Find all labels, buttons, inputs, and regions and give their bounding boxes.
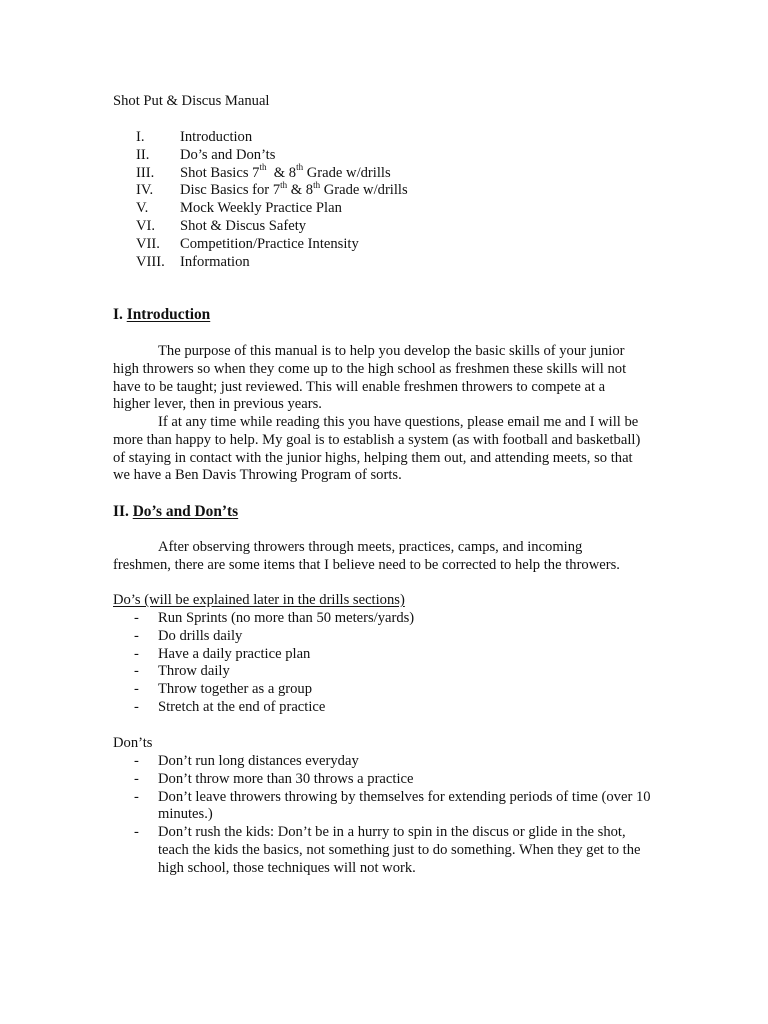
toc-number: IV. [136,182,154,199]
intro-paragraph: The purpose of this manual is to help you develop the basic skills of your junior high throwers so when they come up to the high school as freshmen these skills will not have to be taught; just reviewed. This will enable freshmen throwers to compete at a higher lever, then in previous years. [113,343,627,413]
bullet-dash: - [134,753,139,769]
bullet-dash: - [134,681,139,698]
toc-text: Shot Basics 7th & 8th Grade w/drills [180,161,391,181]
toc-item [136,179,408,200]
dos-heading: Do’s (will be explained later in the drills sections) [113,592,405,608]
donts-list [134,753,654,878]
toc-text: Competition/Practice Intensity [180,235,359,252]
list-item [134,753,654,771]
toc-item [136,254,408,272]
dos-donts-paragraph: After observing throwers through meets, practices, camps, and incoming freshmen, there are some items that I believe need to be corrected to help the throwers. [113,539,620,573]
toc-number: I. [136,129,145,145]
list-item-text: Throw daily [158,663,230,680]
toc-item [136,236,408,254]
toc-item [136,129,408,147]
list-item-text: Don’t run long distances everyday [158,753,359,769]
bullet-dash: - [134,770,139,787]
list-item [134,646,654,664]
bullet-dash: - [134,824,139,841]
list-item-text: Don’t throw more than 30 throws a practice [158,770,414,787]
bullet-dash: - [134,610,139,626]
document-title: Shot Put & Discus Manual [113,93,270,109]
list-item [134,699,654,717]
toc-text: Information [180,253,250,270]
section-title: Do’s and Don’ts [132,503,239,520]
toc-number: VIII. [136,253,165,270]
toc-number: VII. [136,235,160,252]
table-of-contents [136,129,408,271]
dos-list [134,610,654,717]
bullet-dash: - [134,698,139,715]
toc-number: II. [136,146,150,163]
toc-item [136,218,408,236]
list-item-text: Throw together as a group [158,681,312,698]
bullet-dash: - [134,788,139,805]
list-item-text: Don’t leave throwers throwing by themselves for extending periods of time (over 10 minutes.) [158,788,651,823]
toc-item [136,161,408,183]
section-heading-dos-donts [113,503,238,521]
donts-heading: Don’ts [113,735,153,751]
toc-number: V. [136,200,149,217]
section-title: Introduction [126,306,211,323]
toc-text: Introduction [180,129,253,145]
toc-text: Do’s and Don’ts [180,146,276,163]
list-item-text: Run Sprints (no more than 50 meters/yards) [158,610,415,626]
list-item [134,663,654,681]
toc-text: Mock Weekly Practice Plan [180,200,342,217]
list-item [134,610,654,628]
list-item-text: Have a daily practice plan [158,645,311,662]
section-heading-introduction [113,306,210,324]
list-item [134,771,654,789]
toc-item [136,200,408,218]
list-item [134,789,654,825]
toc-text: Disc Basics for 7th & 8th Grade w/drills [180,179,408,199]
toc-number: III. [136,164,155,181]
list-item [134,628,654,646]
bullet-dash: - [134,627,139,644]
toc-text: Shot & Discus Safety [180,217,307,234]
list-item-text: Don’t rush the kids: Don’t be in a hurry to spin in the discus or glide in the shot, teach the kids the basics, not something just to do something. When they get to the high school, those techniques will not work. [158,824,641,876]
list-item [134,681,654,699]
section-number: I. [113,306,123,323]
bullet-dash: - [134,663,139,680]
bullet-dash: - [134,645,139,662]
toc-number: VI. [136,217,156,234]
toc-item [136,147,408,165]
section-number: II. [113,503,129,520]
list-item [134,824,654,877]
intro-paragraph: If at any time while reading this you have questions, please email me and I will be more than happy to help. My goal is to establish a system (as with football and basketball) of staying in contact with the junior highs, helping them out, and attending meets, so that we have a Ben Davis Throwing Program of sorts. [113,414,641,484]
list-item-text: Stretch at the end of practice [158,698,326,715]
list-item-text: Do drills daily [158,627,243,644]
